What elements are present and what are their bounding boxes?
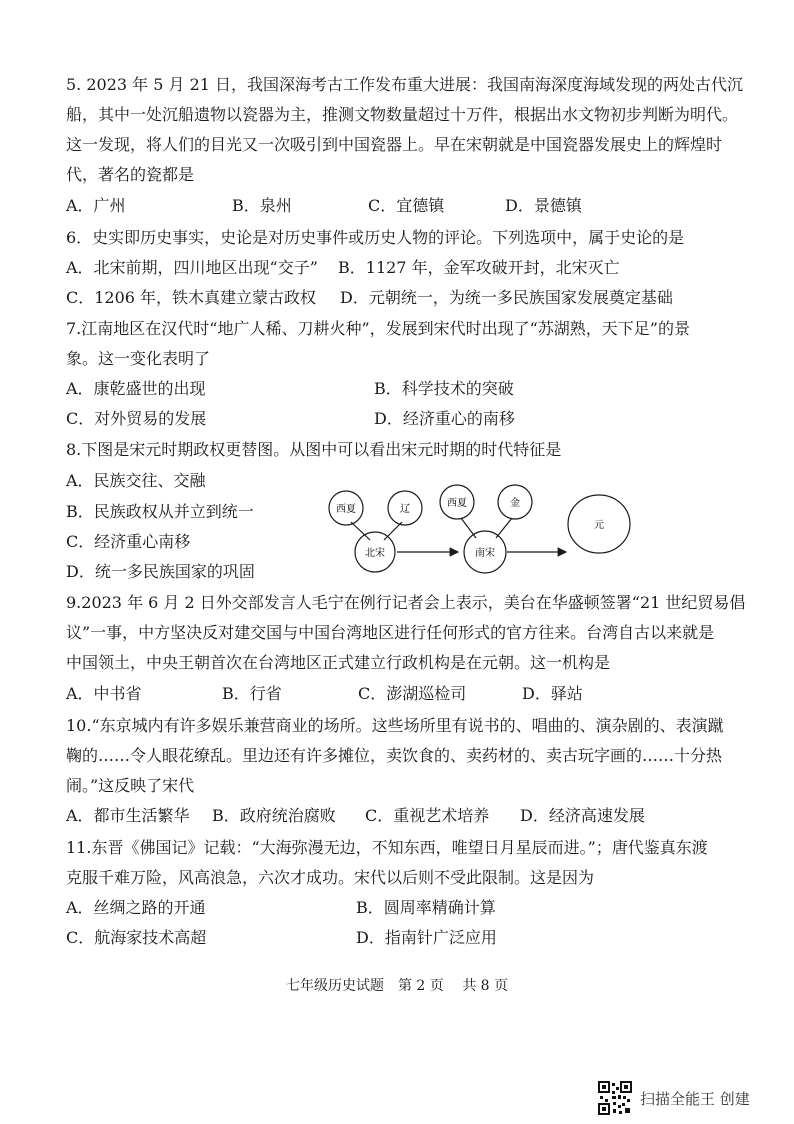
q5-option-d: D．景德镇 <box>505 196 582 215</box>
page-footer: 七年级历史试题 第 2 页 共 8 页 <box>285 978 509 994</box>
q10-option-a: A．都市生活繁华 <box>66 806 190 825</box>
q11-option-c: C．航海家技术高超 <box>66 928 207 947</box>
q5-option-a: A．广州 <box>66 196 126 215</box>
q10-line-1: 10.“东京城内有许多娱乐兼营商业的场所。这些场所里有说书的、唱曲的、演杂剧的、表演蹴 <box>66 716 724 735</box>
q5-option-b: B．泉州 <box>232 196 292 215</box>
q11-line-2: 克服千难万险，风高浪急，六次才成功。宋代以后则不受此限制。这是因为 <box>66 868 595 887</box>
q7-line-1: 7.江南地区在汉代时“地广人稀、刀耕火种”，发展到宋代时出现了“苏湖熟，天下足”的景 <box>66 319 690 338</box>
q11-line-1: 11.东晋《佛国记》记载：“大海弥漫无边，不知东西，唯望日月星辰而进。”；唐代鉴真东渡 <box>66 838 708 857</box>
q9-line-2: 议”一事，中方坚决反对建交国与中国台湾地区进行任何形式的官方往来。台湾自古以来就是 <box>66 623 715 642</box>
q7-option-c: C．对外贸易的发展 <box>66 409 207 428</box>
q11-option-b: B．圆周率精确计算 <box>356 898 496 917</box>
q10-option-d: D．经济高速发展 <box>520 806 645 825</box>
q10-option-c: C．重视艺术培养 <box>365 806 490 825</box>
node-beisong-label: 北宋 <box>365 548 385 559</box>
q10-line-2: 鞠的……令人眼花缭乱。里边还有许多摊位，卖饮食的、卖药材的、卖古玩字画的……十分热 <box>66 746 723 765</box>
q6-stem: 6．史实即历史事实，史论是对历史事件或历史人物的评论。下列选项中，属于史论的是 <box>66 228 685 247</box>
node-yuan-label: 元 <box>594 520 604 531</box>
q9-option-d: D．驿站 <box>522 684 583 703</box>
regime-succession-diagram <box>326 478 636 578</box>
q11-option-d: D．指南针广泛应用 <box>356 928 497 947</box>
watermark-text: 扫描全能王 创建 <box>640 1089 750 1108</box>
node-xixia-2-label: 西夏 <box>447 498 467 509</box>
node-liao-label: 辽 <box>400 504 410 515</box>
q9-line-3: 中国领土，中央王朝首次在台湾地区正式建立行政机构是在元朝。这一机构是 <box>66 653 611 672</box>
q8-option-b: B．民族政权从并立到统一 <box>66 502 254 521</box>
q8-option-c: C．经济重心南移 <box>66 532 191 551</box>
q9-option-a: A．中书省 <box>66 684 142 703</box>
q7-option-b: B．科学技术的突破 <box>374 379 514 398</box>
q5-option-c: C．宜德镇 <box>368 196 445 215</box>
q7-line-2: 象。这一变化表明了 <box>66 349 211 368</box>
q5-line-4: 代，著名的瓷都是 <box>66 165 195 184</box>
connector-jin-nansong <box>496 518 512 538</box>
q5-line-1: 5. 2023 年 5 月 21 日，我国深海考古工作发布重大进展：我国南海深度海域发现的两处古代沉 <box>66 75 744 94</box>
q8-stem: 8.下图是宋元时期政权更替图。从图中可以看出宋元时期的时代特征是 <box>66 440 562 459</box>
connector-liao-beisong <box>384 522 402 540</box>
node-nansong-label: 南宋 <box>475 548 495 559</box>
q5-line-3: 这一发现，将人们的目光又一次吸引到中国瓷器上。早在宋朝就是中国瓷器发展史上的辉煌时 <box>66 135 723 154</box>
q6-option-d: D．元朝统一，为统一多民族国家发展奠定基础 <box>340 288 673 307</box>
connector-xixia-nansong <box>461 518 476 538</box>
q5-line-2: 船，其中一处沉船遗物以瓷器为主，推测文物数量超过十万件，根据出水文物初步判断为明代。 <box>66 105 739 124</box>
q6-option-c: C．1206 年，铁木真建立蒙古政权 <box>66 288 317 307</box>
q8-option-d: D．统一多民族国家的巩固 <box>66 562 255 581</box>
q10-option-b: B．政府统治腐败 <box>212 806 336 825</box>
q7-option-a: A．康乾盛世的出现 <box>66 379 206 398</box>
q6-option-b: B．1127 年，金军攻破开封，北宋灭亡 <box>338 258 620 277</box>
q9-line-1: 9.2023 年 6 月 2 日外交部发言人毛宁在例行记者会上表示，美台在华盛顿签署“21 世纪贸易倡 <box>66 593 746 612</box>
node-jin-label: 金 <box>510 498 520 509</box>
connector-xixia-beisong <box>351 522 370 540</box>
q10-line-3: 闹。”这反映了宋代 <box>66 776 195 795</box>
q8-option-a: A．民族交往、交融 <box>66 471 206 490</box>
q9-option-c: C．澎湖巡检司 <box>358 684 467 703</box>
qr-code-icon <box>598 1081 632 1115</box>
q11-option-a: A．丝绸之路的开通 <box>66 898 206 917</box>
q9-option-b: B．行省 <box>222 684 282 703</box>
scanner-watermark <box>598 1080 750 1116</box>
q7-option-d: D．经济重心的南移 <box>374 409 515 428</box>
node-xixia-1-label: 西夏 <box>336 504 356 515</box>
q6-option-a: A．北宋前期，四川地区出现“交子” <box>66 258 318 277</box>
